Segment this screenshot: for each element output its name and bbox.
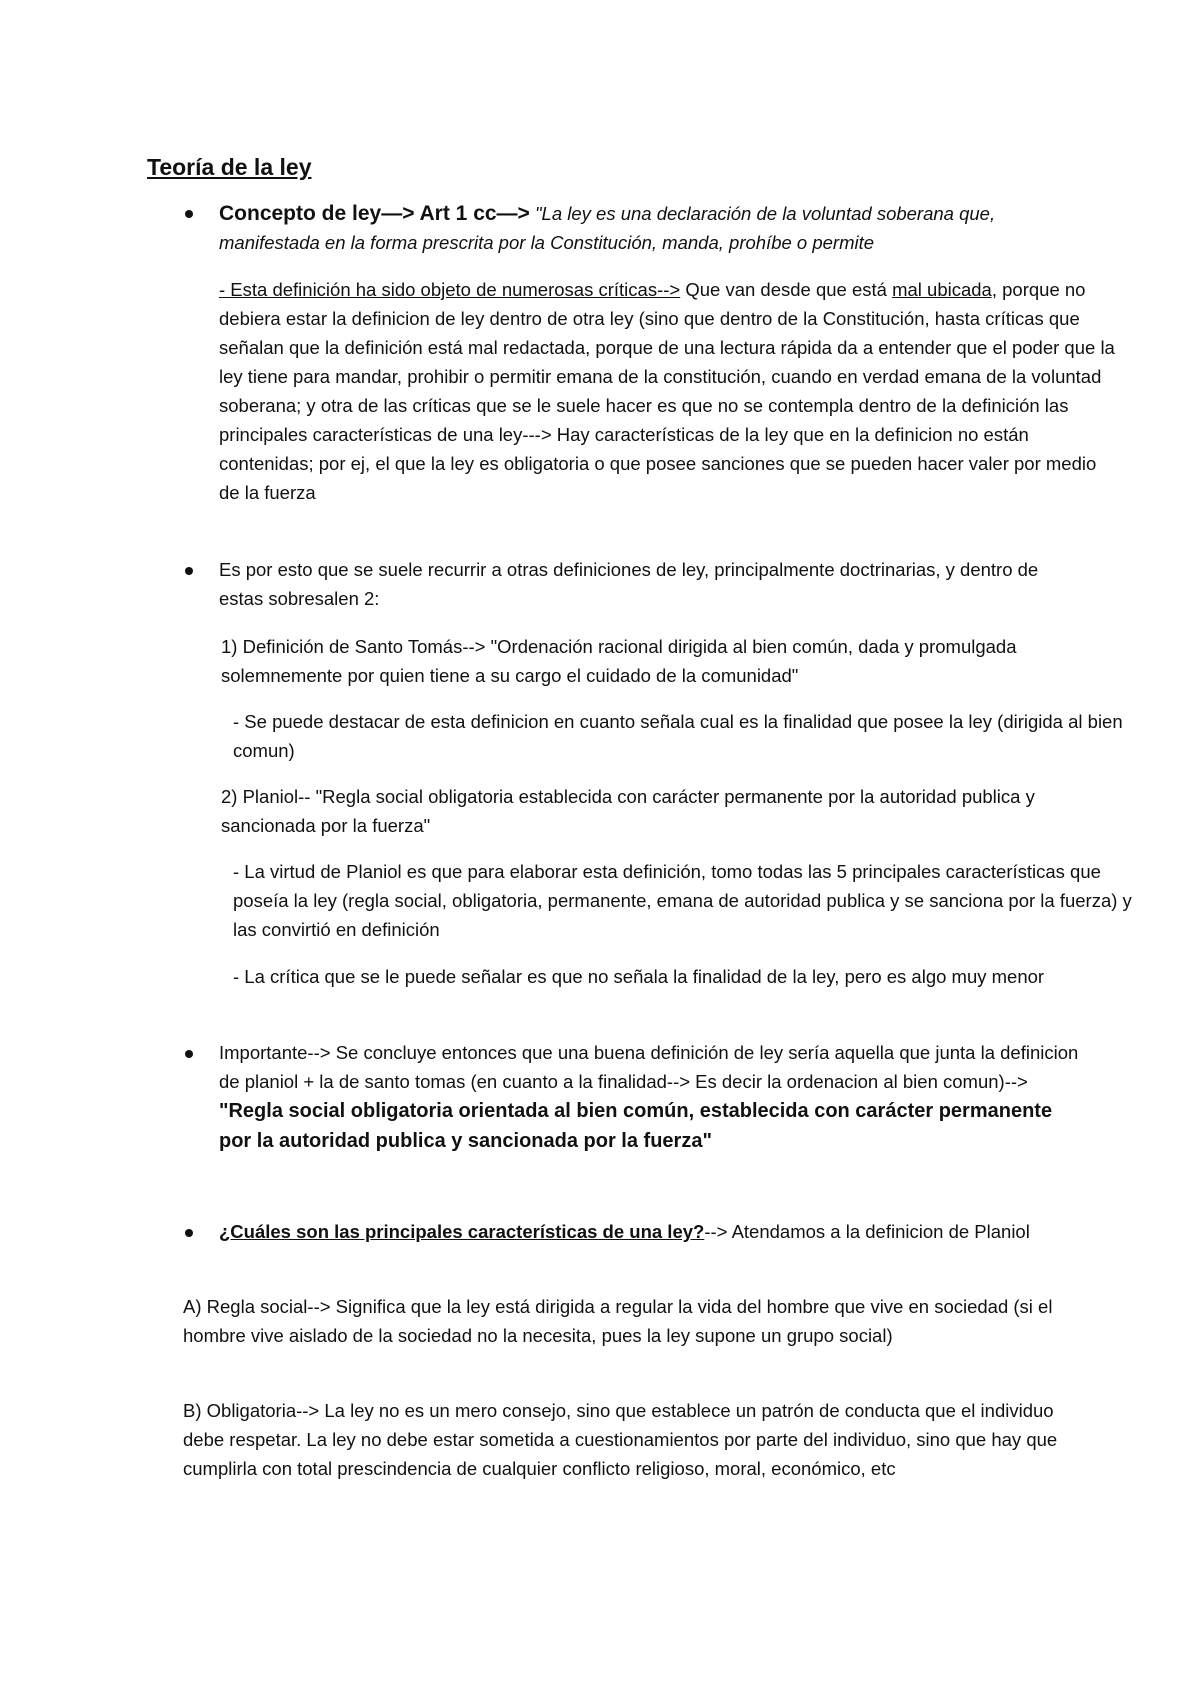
mal-ubicada-underlined: mal ubicada,: [892, 279, 997, 300]
bullet-dot: [185, 567, 193, 575]
document-title: Teoría de la ley: [147, 154, 312, 180]
art1-quote: "La ley es una declaración de la voluntad soberana que, manifestada en la forma prescrita por la Constitución, manda, prohíbe o permite: [219, 203, 996, 253]
caracteristicas-text: --> Atendamos a la definicion de Planiol: [704, 1221, 1030, 1242]
planiol-virtud-comment: - La virtud de Planiol es que para elaborar esta definición, tomo todas las 5 principales características que poseía la ley (regla social, obligatoria, permanente, emana de autoridad publica y se sanciona por la fuerza) y las convirtió en definición: [233, 861, 1132, 940]
definicion-planiol: 2) Planiol-- "Regla social obligatoria establecida con carácter permanente por la autoridad publica y sancionada por la fuerza": [221, 786, 1035, 836]
regla-social-paragraph: A) Regla social--> Significa que la ley está dirigida a regular la vida del hombre que vive en sociedad (si el hombre vive aislado de la sociedad no la necesita, pues la ley supone un grupo social): [183, 1296, 1053, 1346]
obligatoria-paragraph: B) Obligatoria--> La ley no es un mero consejo, sino que establece un patrón de conducta que el individuo debe respetar. La ley no debe estar sometida a cuestionamientos por parte del individuo, sino que hay que cumplirla con total prescindencia de cualquier conflicto religioso, moral, económico, etc: [183, 1400, 1058, 1479]
bullet-dot: [185, 1229, 193, 1237]
critica-paragraph: [183, 275, 1119, 507]
critica-text-1: Que van desde que está: [680, 279, 893, 300]
santo-tomas-comment: - Se puede destacar de esta definicion en cuanto señala cual es la finalidad que posee la ley (dirigida al bien comun): [233, 711, 1123, 761]
caracteristicas-question: ¿Cuáles son las principales características de una ley?: [219, 1221, 705, 1242]
bullet-dot: [185, 1050, 193, 1058]
concepto-lead: Concepto de ley—> Art 1 cc—>: [219, 202, 530, 225]
bullet-otras-definiciones: Es por esto que se suele recurrir a otras definiciones de ley, principalmente doctrinarias, y dentro de estas sobresalen 2:: [219, 559, 1039, 609]
bullet-importante: [219, 1038, 1079, 1156]
bullet-concepto-de-ley: [219, 199, 1079, 257]
planiol-critica-comment: - La crítica que se le puede señalar es que no señala la finalidad de la ley, pero es algo muy menor: [233, 966, 1045, 987]
importante-bold-definition: "Regla social obligatoria orientada al bien común, establecida con carácter permanente por la autoridad publica y sancionada por la fuerza": [219, 1100, 1053, 1152]
critica-underlined: - Esta definición ha sido objeto de numerosas críticas-->: [219, 279, 681, 300]
bullet-caracteristicas: [219, 1217, 1079, 1246]
critica-text-2: porque no debiera estar la definicion de ley dentro de otra ley (sino que dentro de la Constitución, hasta críticas que señalan que la definición está mal redactada, porque de una lectura rápida da a entender que el poder que la ley tiene para mandar, prohibir o permitir emana de la constitución, cuando en verdad emana de la voluntad soberana; y otra de las críticas que se le suele hacer es que no se contempla dentro de la definición las principales características de una ley---> Hay características de la ley que en la definicion no están contenidas; por ej, el que la ley es obligatoria o que posee sanciones que se pueden hacer valer por medio de la fuerza: [219, 279, 1115, 503]
bullet-dot: [185, 210, 193, 218]
definicion-santo-tomas: 1) Definición de Santo Tomás--> "Ordenación racional dirigida al bien común, dada y promulgada solemnemente por quien tiene a su cargo el cuidado de la comunidad": [221, 636, 1017, 686]
importante-text: Importante--> Se concluye entonces que una buena definición de ley sería aquella que junta la definicion de planiol + la de santo tomas (en cuanto a la finalidad--> Es decir la ordenacion al bien comun)-->: [219, 1042, 1079, 1092]
